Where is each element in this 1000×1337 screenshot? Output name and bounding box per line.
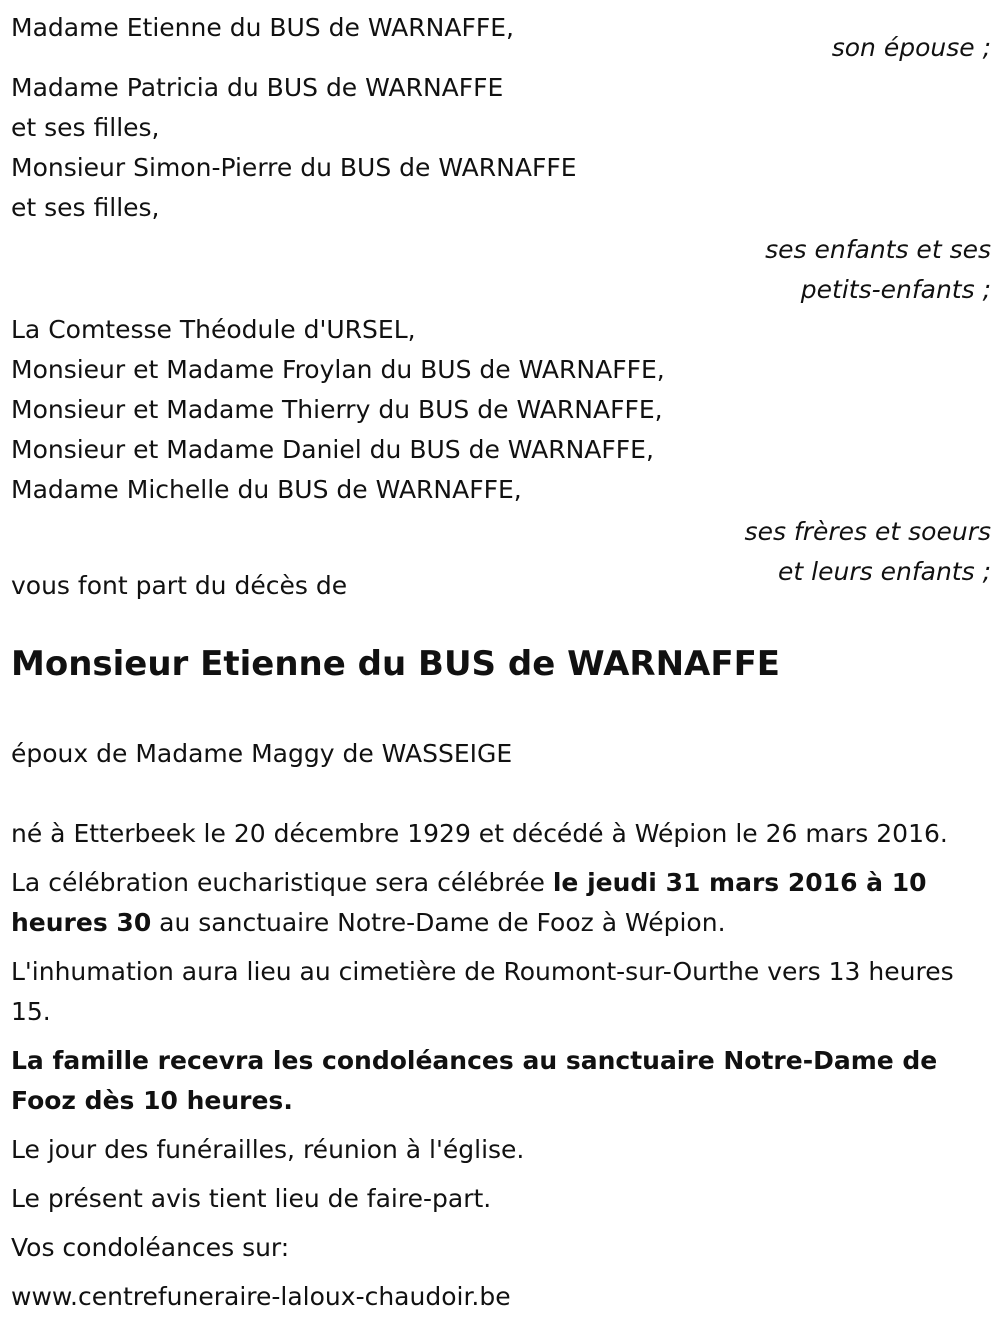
children-role-line: petits-enfants ; [800, 275, 991, 304]
celebration-text [11, 863, 991, 943]
spouse-role: son épouse ; [831, 33, 991, 62]
celebration-datetime: le jeudi 31 mars 2016 à 10 heures 30 [11, 868, 927, 937]
details-section [11, 814, 991, 1317]
family-condolences-text: La famille recevra les condoléances au sanctuaire Notre-Dame de Fooz dès 10 heures. [11, 1046, 938, 1115]
child-line: et ses filles, [11, 193, 160, 222]
spouse-name: Madame Etienne du BUS de WARNAFFE, [11, 13, 514, 42]
sibling-line: Madame Michelle du BUS de WARNAFFE, [11, 475, 522, 504]
birth-death-text: né à Etterbeek le 20 décembre 1929 et décédé à Wépion le 26 mars 2016. [11, 819, 948, 848]
children-section [11, 68, 991, 310]
announcement-text: vous font part du décès de [11, 571, 348, 600]
spouse-of-text: époux de Madame Maggy de WASSEIGE [11, 739, 513, 768]
child-line: Madame Patricia du BUS de WARNAFFE [11, 73, 504, 102]
siblings-role-line: et leurs enfants ; [778, 557, 991, 586]
condolences-online-label: Vos condoléances sur: [11, 1233, 290, 1262]
celebration-post: au sanctuaire Notre-Dame de Fooz à Wépion. [151, 908, 726, 937]
obituary-notice [11, 8, 991, 1317]
deceased-name: Monsieur Etienne du BUS de WARNAFFE [11, 644, 781, 684]
celebration-pre: La célébration eucharistique sera célébrée [11, 868, 553, 897]
child-line: et ses filles, [11, 113, 160, 142]
sibling-line: La Comtesse Théodule d'URSEL, [11, 315, 416, 344]
children-role-line: ses enfants et ses [765, 235, 991, 264]
website-link[interactable]: www.centrefuneraire-laloux-chaudoir.be [11, 1282, 511, 1311]
sibling-line: Monsieur et Madame Froylan du BUS de WARNAFFE, [11, 355, 665, 384]
notice-text: Le présent avis tient lieu de faire-part. [11, 1184, 492, 1213]
siblings-section [11, 310, 991, 600]
child-line: Monsieur Simon-Pierre du BUS de WARNAFFE [11, 153, 577, 182]
sibling-line: Monsieur et Madame Thierry du BUS de WARNAFFE, [11, 395, 663, 424]
spouse-section [11, 8, 991, 68]
burial-text: L'inhumation aura lieu au cimetière de Roumont-sur-Ourthe vers 13 heures 15. [11, 957, 954, 1026]
sibling-line: Monsieur et Madame Daniel du BUS de WARNAFFE, [11, 435, 654, 464]
siblings-role-line: ses frères et soeurs [744, 517, 991, 546]
meeting-text: Le jour des funérailles, réunion à l'église. [11, 1135, 525, 1164]
